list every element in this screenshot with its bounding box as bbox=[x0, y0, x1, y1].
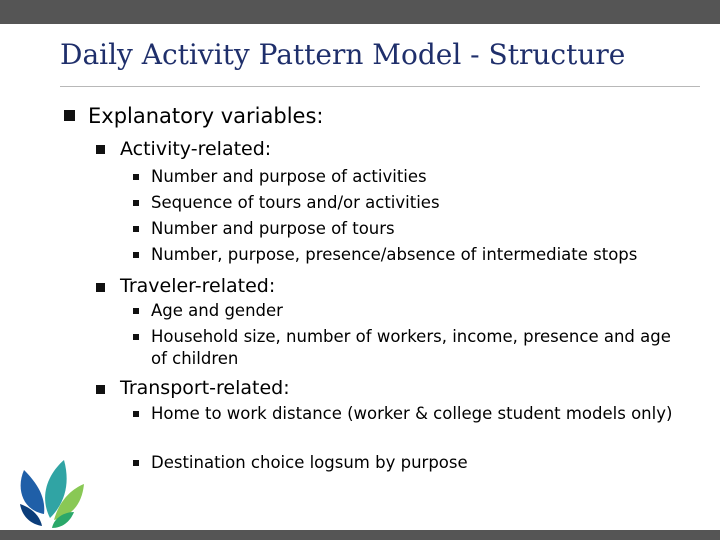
list-item: Age and gender bbox=[151, 301, 283, 320]
list-item: Home to work distance (worker & college student models only) bbox=[151, 404, 673, 423]
bullet-square-icon bbox=[133, 226, 139, 232]
main-point: Explanatory variables: bbox=[88, 104, 324, 128]
bullet-square-icon bbox=[64, 110, 75, 121]
list-item: Number and purpose of activities bbox=[151, 167, 427, 186]
bullet-square-icon bbox=[96, 283, 105, 292]
list-item: Sequence of tours and/or activities bbox=[151, 193, 440, 212]
leaf-logo-icon bbox=[14, 454, 86, 530]
list-item: Number and purpose of tours bbox=[151, 219, 395, 238]
bullet-square-icon bbox=[133, 308, 139, 314]
title-divider bbox=[60, 86, 700, 87]
slide-title: Daily Activity Pattern Model - Structure bbox=[60, 38, 626, 71]
bullet-square-icon bbox=[133, 200, 139, 206]
list-item: Destination choice logsum by purpose bbox=[151, 453, 468, 472]
bullet-square-icon bbox=[96, 385, 105, 394]
bullet-square-icon bbox=[133, 460, 139, 466]
list-item: Number, purpose, presence/absence of intermediate stops bbox=[151, 245, 638, 264]
group-heading-traveler: Traveler-related: bbox=[120, 275, 276, 297]
group-heading-transport: Transport-related: bbox=[120, 377, 290, 399]
bullet-square-icon bbox=[133, 411, 139, 417]
bottom-bar bbox=[0, 530, 720, 540]
bullet-square-icon bbox=[133, 334, 139, 340]
group-heading-activity: Activity-related: bbox=[120, 138, 272, 160]
bullet-square-icon bbox=[96, 145, 105, 154]
top-bar bbox=[0, 0, 720, 24]
bullet-square-icon bbox=[133, 174, 139, 180]
bullet-square-icon bbox=[133, 252, 139, 258]
list-item: Household size, number of workers, income, presence and age of children bbox=[151, 327, 671, 368]
